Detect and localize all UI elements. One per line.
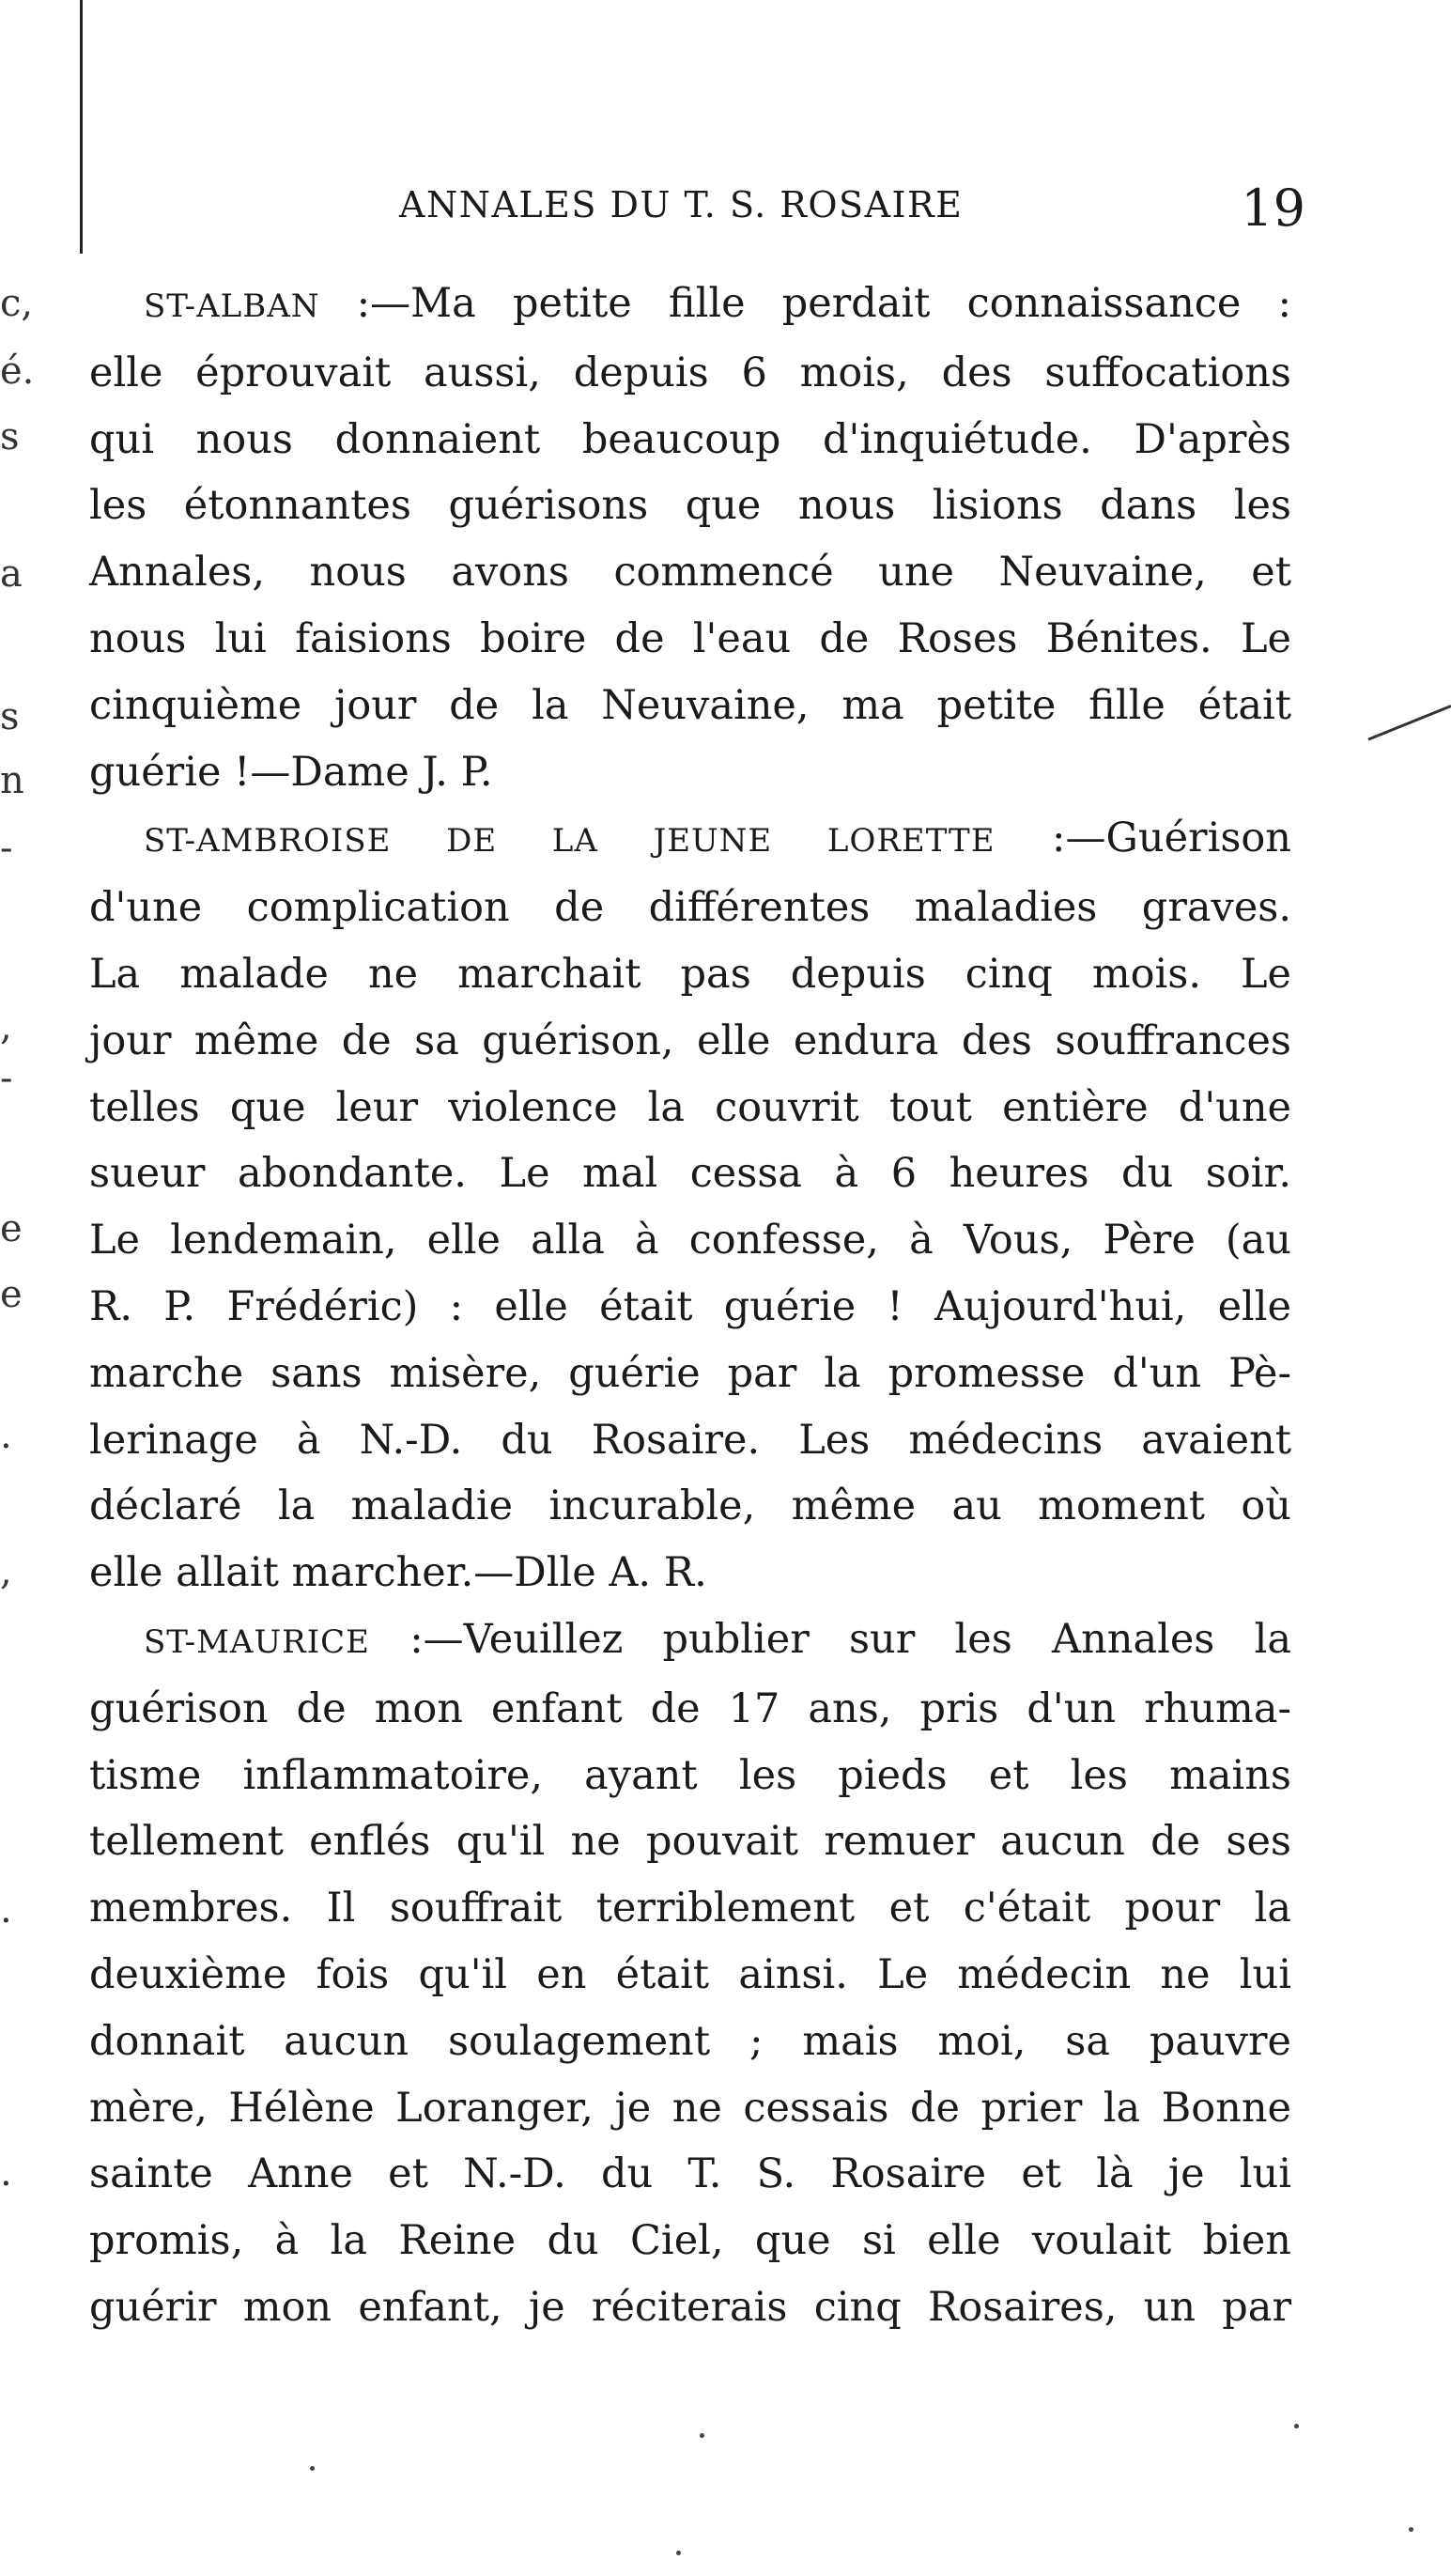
text-line: nous lui faisions boire de l'eau de Roses Bénites. Le [89,614,1291,662]
paragraph-st-alban [89,271,1291,805]
edge-pencil-mark [1367,705,1451,740]
text-line: tisme inflammatoire, ayant les pieds et les mains [89,1751,1291,1799]
text-line: Annales, nous avons commencé une Neuvaine, et [89,549,1291,597]
page-body [89,271,1291,2341]
text-line: marche sans misère, guérie par la promesse d'un Pè- [89,1349,1291,1397]
margin-glyph: , [0,1550,12,1593]
margin-glyph: é. [0,349,35,393]
scan-speck [676,2551,681,2555]
binding-rule-line [80,0,83,254]
scan-speck [310,2466,315,2471]
margin-glyph: s [0,415,20,458]
margin-glyph: - [0,827,13,870]
margin-glyph: . [0,2151,12,2195]
text-line: membres. Il souffrait terriblement et c'était pour la [89,1885,1291,1932]
margin-glyph: . [0,1414,12,1457]
text-line: ST-AMBROISE DE LA JEUNE LORETTE :—Guérison [144,815,1291,862]
scan-speck [1409,2527,1413,2532]
text-line: sueur abondante. Le mal cessa à 6 heures du soir. [89,1150,1291,1198]
text-line: déclaré la maladie incurable, même au moment où [89,1482,1291,1530]
margin-glyph: a [0,552,23,596]
paragraph-st-maurice [89,1606,1291,2341]
left-margin-bleed [0,0,35,2576]
place-name: ST-AMBROISE DE LA JEUNE LORETTE [144,822,996,861]
text-line: ST-ALBAN :—Ma petite fille perdait connaissance : [144,280,1291,327]
text-line: d'une complication de différentes maladies graves. [89,884,1291,932]
text-line: guérie !—Dame J. P. [89,748,493,796]
text-line: elle éprouvait aussi, depuis 6 mois, des suffocations [89,349,1291,396]
text-line: jour même de sa guérison, elle endura des souffrances [89,1016,1291,1064]
margin-glyph: . [0,1888,12,1932]
scan-speck [700,2433,704,2438]
text-line: R. P. Frédéric) : elle était guérie ! Aujourd'hui, elle [89,1282,1291,1330]
text-line: La malade ne marchait pas depuis cinq mois. Le [89,950,1291,998]
paragraph-st-ambroise [89,805,1291,1606]
running-title: ANNALES DU T. S. ROSAIRE [399,184,964,225]
text-line: deuxième fois qu'il en était ainsi. Le médecin ne lui [89,1950,1291,1998]
margin-glyph: - [0,1057,13,1100]
text-line: elle allait marcher.—Dlle A. R. [89,1549,707,1597]
place-name: ST-ALBAN [144,287,320,325]
scan-speck [1294,2424,1299,2429]
page-number: 19 [1241,178,1305,238]
text-line: promis, à la Reine du Ciel, que si elle voulait bien [89,2217,1291,2265]
text-line: lerinage à N.-D. du Rosaire. Les médecins avaient [89,1416,1291,1464]
text-line: qui nous donnaient beaucoup d'inquiétude. D'après [89,415,1291,463]
place-name: ST-MAURICE [144,1622,370,1661]
text-line: mère, Hélène Loranger, je ne cessais de prier la Bonne [89,2084,1291,2132]
text-line: sainte Anne et N.-D. du T. S. Rosaire et là je lui [89,2150,1291,2198]
text-line: tellement enflés qu'il ne pouvait remuer aucun de ses [89,1818,1291,1866]
margin-glyph: c, [0,282,34,325]
text-line: guérison de mon enfant de 17 ans, pris d'un rhuma- [89,1684,1291,1732]
margin-glyph: n [0,759,24,802]
text-line: guérir mon enfant, je réciterais cinq Rosaires, un par [89,2283,1291,2331]
margin-glyph: e [0,1273,23,1316]
text-line: cinquième jour de la Neuvaine, ma petite fille était [89,681,1291,729]
margin-glyph: e [0,1207,23,1250]
text-line: Le lendemain, elle alla à confesse, à Vous, Père (au [89,1217,1291,1265]
margin-glyph: s [0,695,20,738]
page-header [85,178,1305,244]
text-line: donnait aucun soulagement ; mais moi, sa pauvre [89,2017,1291,2065]
text-line: telles que leur violence la couvrit tout entière d'une [89,1083,1291,1131]
text-line: ST-MAURICE :—Veuillez publier sur les Annales la [144,1615,1291,1663]
margin-glyph: , [0,1005,12,1048]
text-line: les étonnantes guérisons que nous lisions dans les [89,482,1291,530]
